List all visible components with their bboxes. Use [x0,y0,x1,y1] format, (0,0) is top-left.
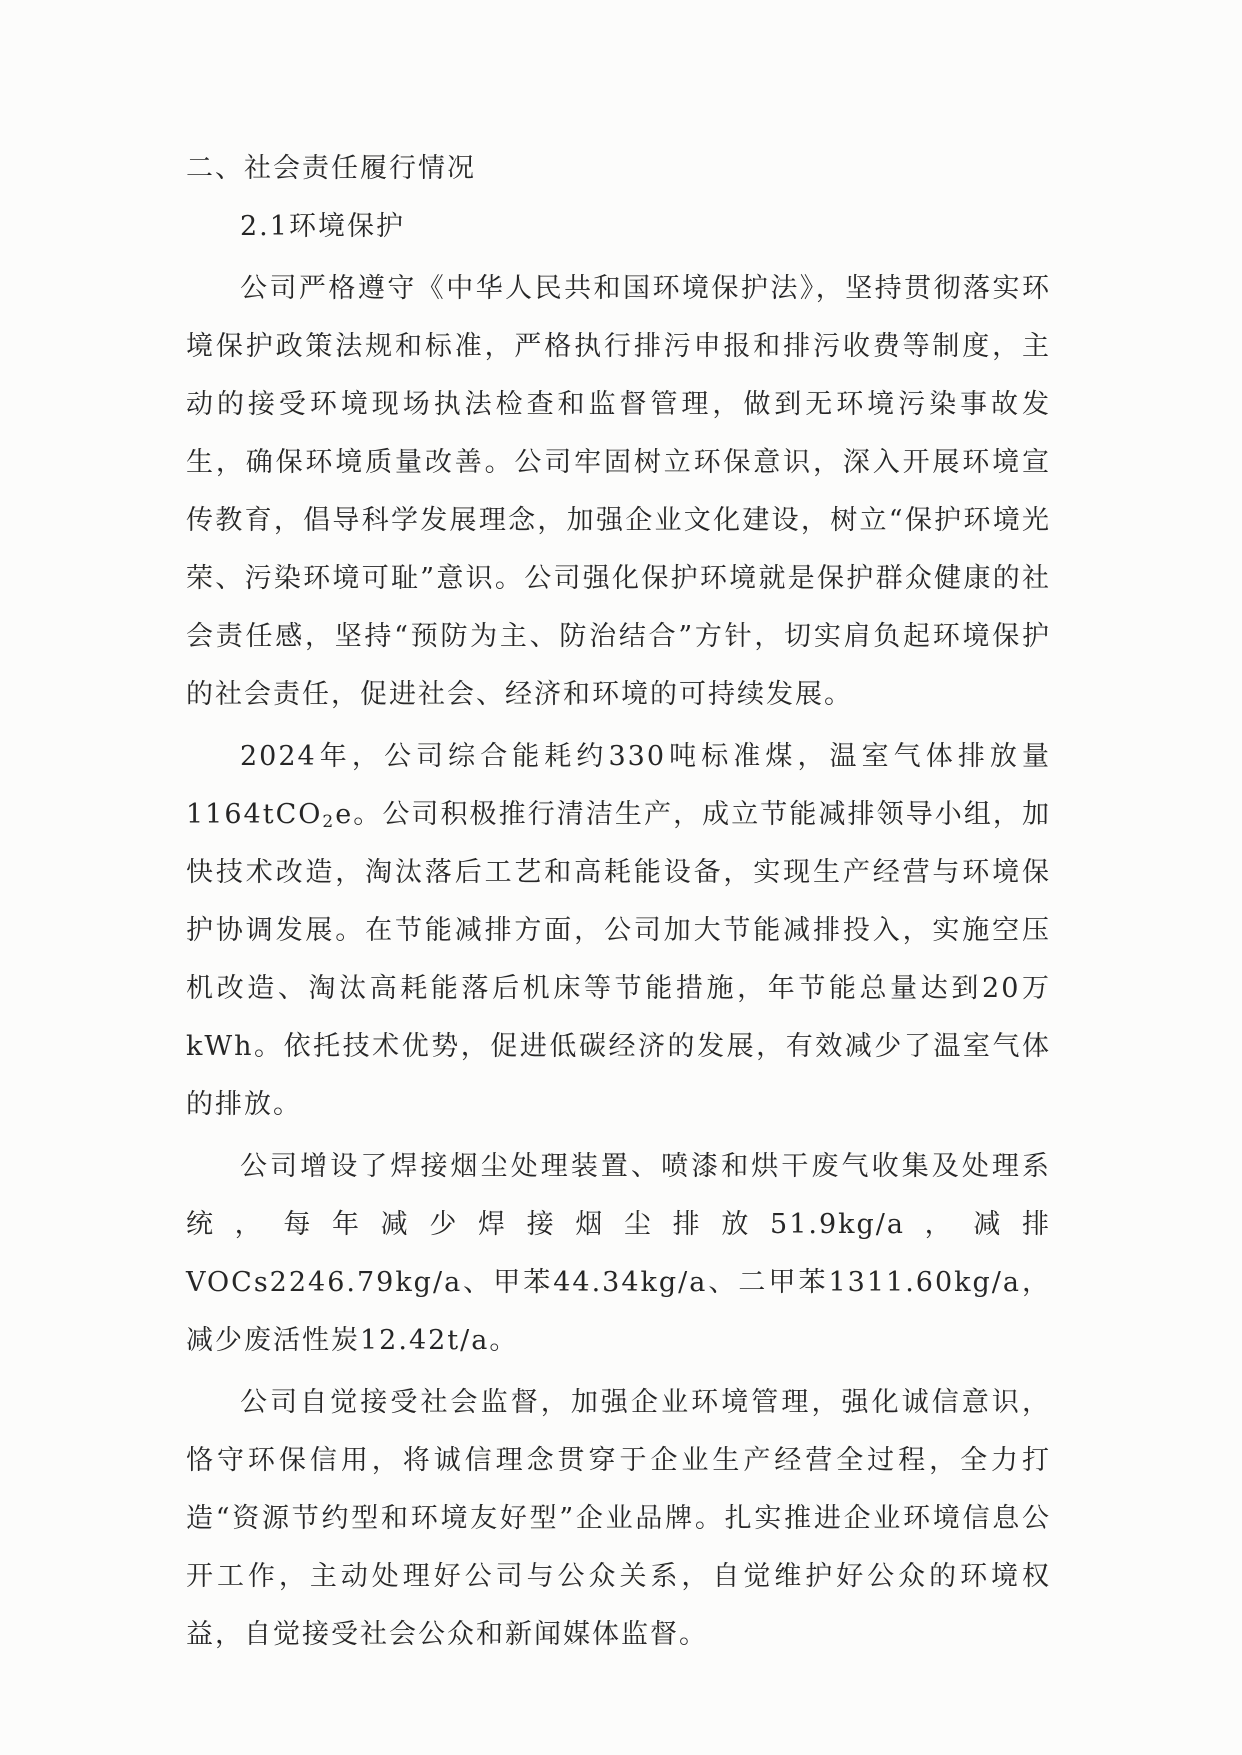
paragraph-energy-consumption [186,728,1051,1134]
section-title: 二、社会责任履行情况 [186,153,476,184]
document-body [186,140,1051,1664]
co2-subscript: 2 [322,812,336,832]
paragraph-social-supervision: 公司自觉接受社会监督，加强企业环境管理，强化诚信意识，恪守环保信用，将诚信理念贯穿于企业生产经营全过程，全力打造“资源节约型和环境友好型”企业品牌。扎实推进企业环境信息公开工作，主动处理好公司与公众关系，自觉维护好公众的环境权益，自觉接受社会公众和新闻媒体监督。 [186,1387,1051,1650]
paragraph-emission-treatment: 公司增设了焊接烟尘处理装置、喷漆和烘干废气收集及处理系统，每年减少焊接烟尘排放51.9kg/a，减排VOCs2246.79kg/a、甲苯44.34kg/a、二甲苯1311.60kg/a，减少废活性炭12.42t/a。 [186,1151,1051,1356]
paragraph-environmental-law: 公司严格遵守《中华人民共和国环境保护法》，坚持贯彻落实环境保护政策法规和标准，严格执行排污申报和排污收费等制度，主动的接受环境现场执法检查和监督管理，做到无环境污染事故发生，确保环境质量改善。公司牢固树立环保意识，深入开展环境宣传教育，倡导科学发展理念，加强企业文化建设，树立“保护环境光荣、污染环境可耻”意识。公司强化保护环境就是保护群众健康的社会责任感，坚持“预防为主、防治结合”方针，切实肩负起环境保护的社会责任，促进社会、经济和环境的可持续发展。 [186,273,1051,710]
paragraph-energy-text-end: e。公司积极推行清洁生产，成立节能减排领导小组，加快技术改造，淘汰落后工艺和高耗能设备，实现生产经营与环境保护协调发展。在节能减排方面，公司加大节能减排投入，实施空压机改造、淘汰高耗能落后机床等节能措施，年节能总量达到20万kWh。依托技术优势，促进低碳经济的发展，有效减少了温室气体的排放。 [186,799,1051,1120]
paragraph-energy-text-start: 2024年，公司综合能耗约330吨标准煤，温室气体排放量1164tCO [186,741,1051,830]
subsection-title: 2.1环境保护 [240,211,405,242]
